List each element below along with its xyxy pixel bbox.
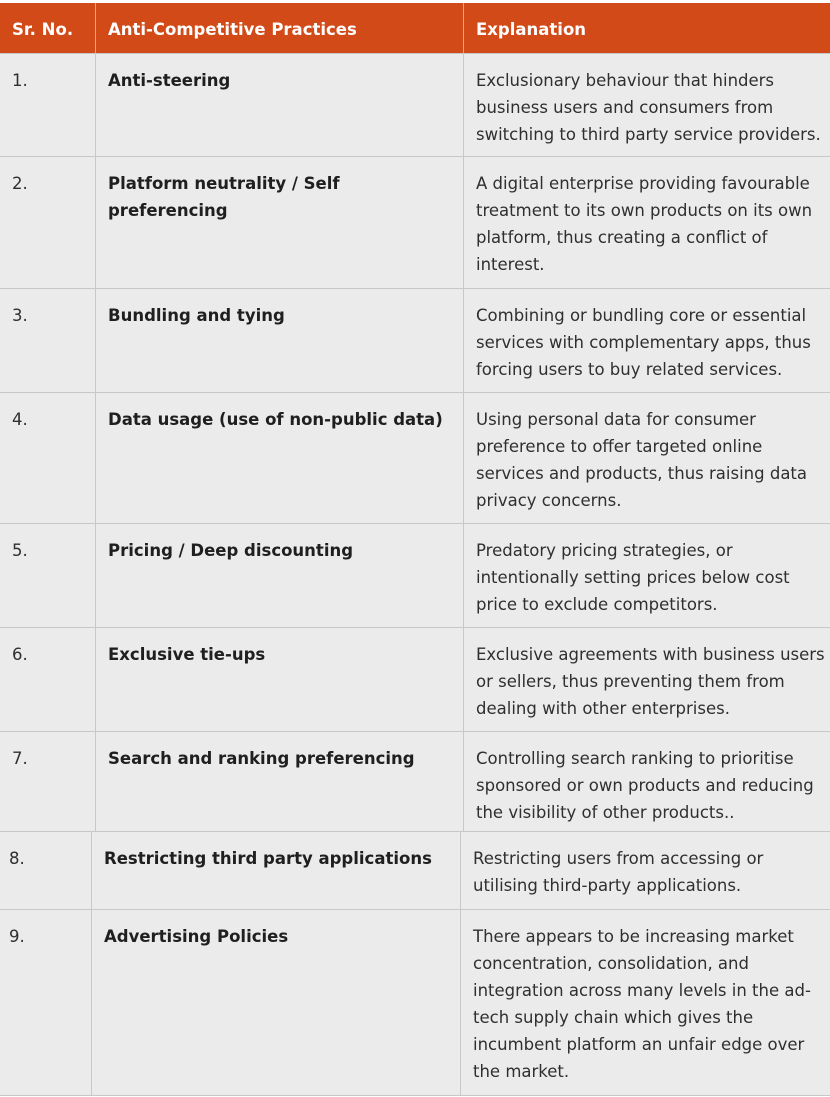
row-number: 4. <box>12 410 28 429</box>
table-row <box>0 53 830 157</box>
practice-explanation: Restricting users from accessing or utilising third-party applications. <box>460 832 830 910</box>
table-header <box>0 3 830 53</box>
table-row <box>0 523 830 628</box>
row-number: 5. <box>12 541 28 560</box>
practice-explanation: Combining or bundling core or essential services with complementary apps, thus forcing users to buy related services. <box>463 289 830 393</box>
header-explanation: Explanation <box>463 3 830 53</box>
practice-name: Platform neutrality / Self preferencing <box>95 157 463 289</box>
row-number: 7. <box>12 749 28 768</box>
practice-name: Pricing / Deep discounting <box>95 524 463 628</box>
row-number: 8. <box>9 849 25 868</box>
practice-name: Exclusive tie-ups <box>95 628 463 732</box>
practice-explanation: A digital enterprise providing favourable treatment to its own products on its own platform, thus creating a conflict of interest. <box>463 157 830 289</box>
practice-name: Bundling and tying <box>95 289 463 393</box>
table-row <box>0 627 830 732</box>
row-number: 3. <box>12 306 28 325</box>
table-row <box>0 156 830 289</box>
table-row <box>0 392 830 524</box>
practice-name: Anti-steering <box>95 54 463 157</box>
table-row <box>0 909 830 1096</box>
row-number: 6. <box>12 645 28 664</box>
practice-explanation: Exclusionary behaviour that hinders business users and consumers from switching to third party service providers. <box>463 54 830 157</box>
practice-name: Search and ranking preferencing <box>95 732 463 832</box>
table-bottom-border <box>0 1095 830 1096</box>
practice-explanation: There appears to be increasing market concentration, consolidation, and integration across many levels in the ad-tech supply chain which gives the incumbent platform an unfair edge over the market. <box>460 910 830 1096</box>
row-number: 2. <box>12 174 28 193</box>
practice-explanation: Exclusive agreements with business users or sellers, thus preventing them from dealing with other enterprises. <box>463 628 830 732</box>
header-sr-no: Sr. No. <box>12 20 74 39</box>
practice-explanation: Predatory pricing strategies, or intentionally setting prices below cost price to exclude competitors. <box>463 524 830 628</box>
practice-name: Restricting third party applications <box>91 832 460 910</box>
table-row <box>0 288 830 393</box>
row-number: 9. <box>9 927 25 946</box>
table-row <box>0 831 830 910</box>
practice-name: Advertising Policies <box>91 910 460 1096</box>
practice-name: Data usage (use of non-public data) <box>95 393 463 524</box>
practice-explanation: Using personal data for consumer preference to offer targeted online services and products, thus raising data privacy concerns. <box>463 393 830 524</box>
practice-explanation: Controlling search ranking to prioritise sponsored or own products and reducing the visibility of other products.. <box>463 732 830 832</box>
table-row <box>0 731 830 832</box>
row-number: 1. <box>12 71 28 90</box>
header-practices: Anti-Competitive Practices <box>95 3 463 53</box>
